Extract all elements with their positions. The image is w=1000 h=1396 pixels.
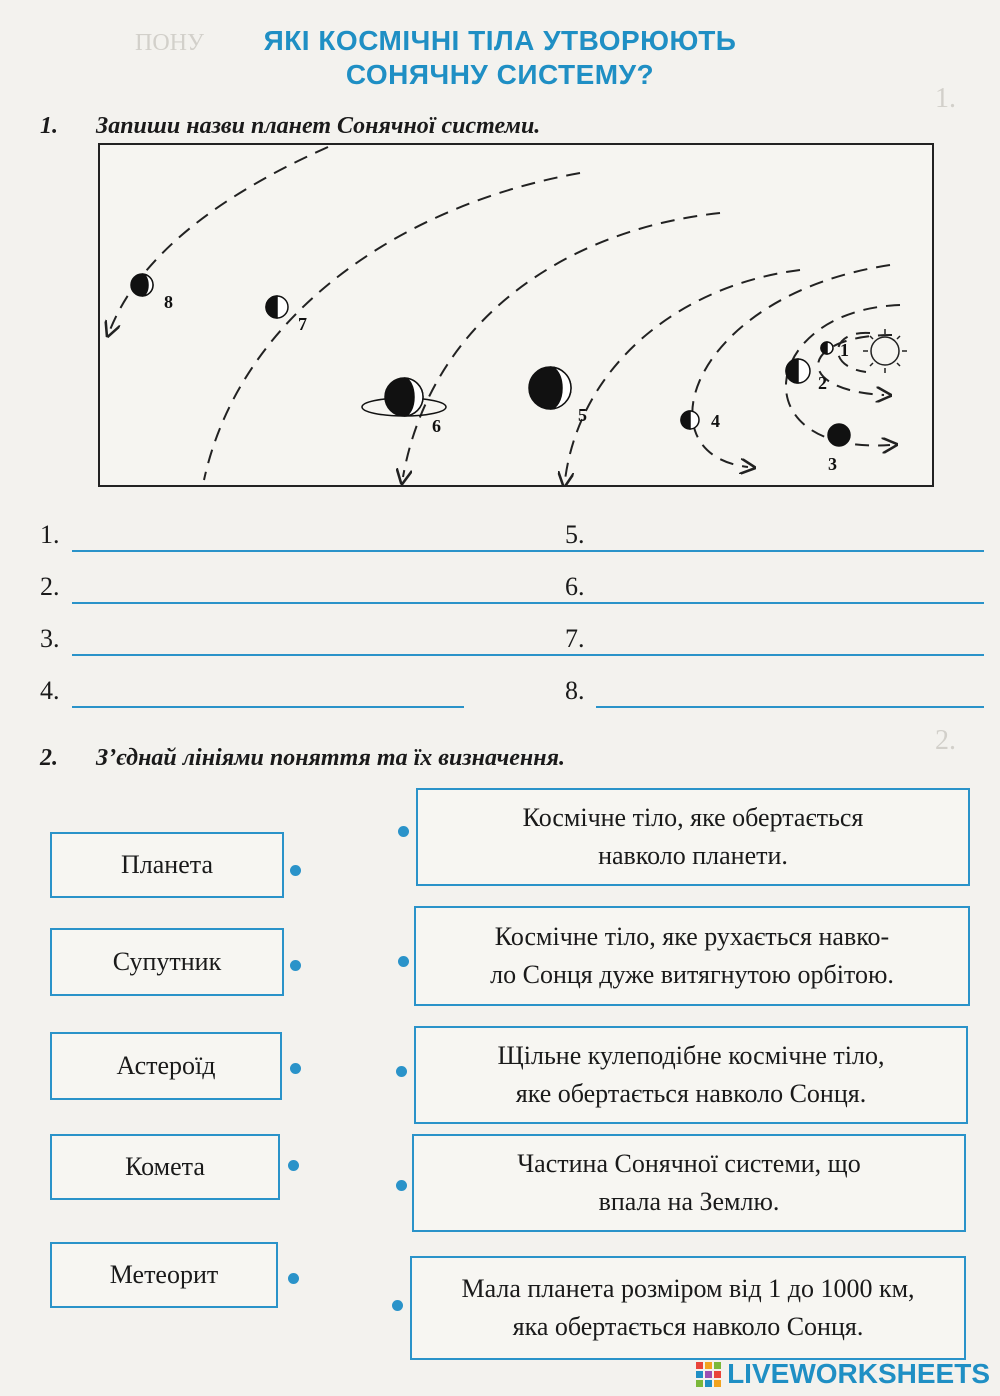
planet-6-icon <box>362 378 446 416</box>
planet-number-label: 6 <box>432 416 441 436</box>
page-title: ЯКІ КОСМІЧНІ ТІЛА УТВОРЮЮТЬ СОНЯЧНУ СИСТЕМУ? <box>263 25 737 90</box>
definition-2-dot[interactable] <box>398 956 409 967</box>
bleed-through: 1. <box>935 83 956 114</box>
solar-system-diagram <box>98 143 934 487</box>
answer-label: 1. <box>40 520 60 549</box>
task-1-heading: 1. Запиши назви планет Сонячної системи. <box>40 113 541 139</box>
orbit-5 <box>565 270 800 480</box>
planet-7-icon <box>266 296 288 318</box>
definition-4[interactable]: Частина Сонячної системи, що впала на Землю. <box>412 1134 966 1232</box>
planet-number-label: 1 <box>840 340 849 360</box>
planet-8-icon <box>131 274 153 296</box>
planet-1-icon <box>821 342 833 354</box>
planet-number-label: 4 <box>711 411 720 431</box>
planet-number-label: 5 <box>578 405 587 425</box>
answer-input-4[interactable] <box>72 680 464 708</box>
definition-3-dot[interactable] <box>396 1066 407 1077</box>
planet-4-icon <box>681 411 699 429</box>
definition-1[interactable]: Космічне тіло, яке обертається навколо планети. <box>416 788 970 886</box>
planet-3-icon <box>828 424 850 446</box>
term-planet[interactable]: Планета <box>50 832 284 898</box>
bleed-through: ПОНУ <box>135 30 204 56</box>
term-meteorite-dot[interactable] <box>288 1273 299 1284</box>
planet-number-label: 8 <box>164 292 173 312</box>
planet-number-label: 2 <box>818 373 827 393</box>
task-2-heading: 2. З’єднай лініями поняття та їх визначення. <box>40 745 565 771</box>
solar-system-svg <box>100 145 932 485</box>
term-comet[interactable]: Комета <box>50 1134 280 1200</box>
definition-3[interactable]: Щільне кулеподібне космічне тіло, яке обертається навколо Сонця. <box>414 1026 968 1124</box>
orbit-7 <box>204 173 580 480</box>
term-asteroid-dot[interactable] <box>290 1063 301 1074</box>
orbit-6 <box>403 213 720 477</box>
term-satellite[interactable]: Супутник <box>50 928 284 996</box>
planet-number-label: 7 <box>298 314 307 334</box>
definition-1-dot[interactable] <box>398 826 409 837</box>
answer-label: 3. <box>40 624 60 653</box>
answer-label: 4. <box>40 676 60 705</box>
definition-5[interactable]: Мала планета розміром від 1 до 1000 км, яка обертається навколо Сонця. <box>410 1256 966 1360</box>
term-asteroid[interactable]: Астероїд <box>50 1032 282 1100</box>
answer-label: 5. <box>565 520 589 550</box>
term-planet-dot[interactable] <box>290 865 301 876</box>
planet-5-icon <box>529 367 571 409</box>
term-comet-dot[interactable] <box>288 1160 299 1171</box>
planet-number-label: 3 <box>828 454 837 474</box>
term-meteorite[interactable]: Метеорит <box>50 1242 278 1308</box>
answer-input-8[interactable] <box>596 680 984 708</box>
answer-label: 8. <box>565 676 585 705</box>
liveworksheets-mark-icon <box>696 1362 721 1387</box>
definition-4-dot[interactable] <box>396 1180 407 1191</box>
liveworksheets-logo <box>696 1358 990 1390</box>
orbit-8 <box>110 147 328 330</box>
definition-5-dot[interactable] <box>392 1300 403 1311</box>
bleed-through: 2. <box>935 725 956 756</box>
answer-label: 6. <box>565 572 589 602</box>
term-satellite-dot[interactable] <box>290 960 301 971</box>
answer-label: 7. <box>565 624 589 654</box>
definition-2[interactable]: Космічне тіло, яке рухається навко- ло Сонця дуже витягнутою орбітою. <box>414 906 970 1006</box>
answer-label: 2. <box>40 572 60 601</box>
liveworksheets-brand: LIVEWORKSHEETS <box>727 1358 990 1389</box>
planet-2-icon <box>786 359 810 383</box>
